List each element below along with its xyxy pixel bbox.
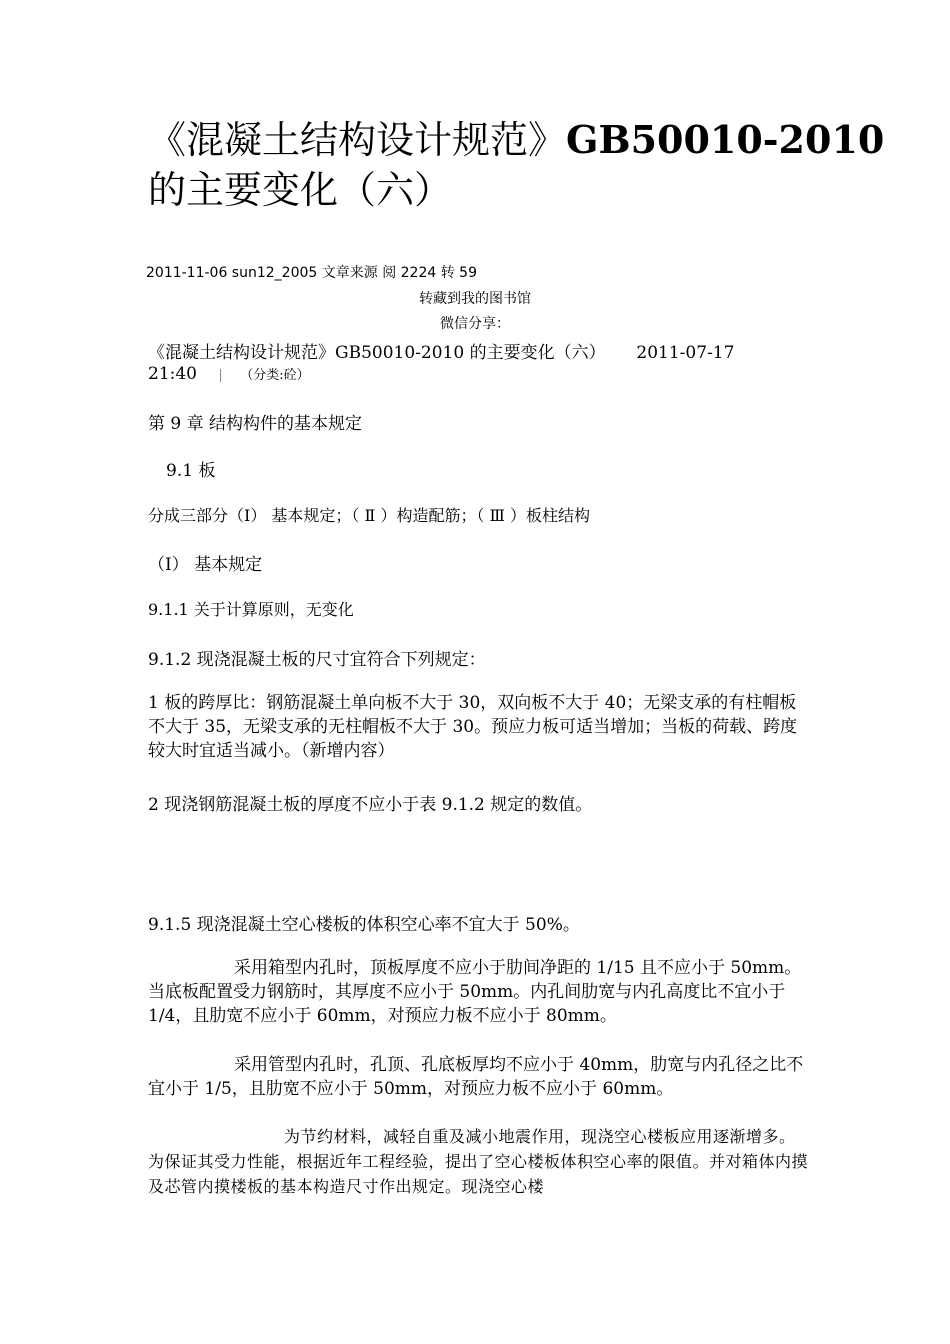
part1-heading: （I） 基本规定 xyxy=(148,555,263,575)
article-meta: 2011-11-06 sun12_2005 文章来源 阅 2224 转 59 xyxy=(146,265,477,281)
post-category[interactable]: （分类:砼） xyxy=(240,368,310,383)
post-time: 21:40 xyxy=(148,364,197,384)
clause-item-1: 1 板的跨厚比：钢筋混凝土单向板不大于 30，双向板不大于 40；无梁支承的有柱帽板不大于 35，无梁支承的无柱帽板不大于 30。预应力板可适当增加；当板的荷载、跨度较大时宜适当减小。（新增内容） xyxy=(148,693,798,761)
clause-item-2: 2 现浇钢筋混凝土板的厚度不应小于表 9.1.2 规定的数值。 xyxy=(148,795,593,815)
wechat-share-label[interactable]: 微信分享： xyxy=(440,316,510,332)
post-title-text: 《混凝土结构设计规范》GB50010-2010 的主要变化（六） xyxy=(148,343,606,363)
chapter-heading: 第 9 章 结构构件的基本规定 xyxy=(148,414,363,434)
page-title-line2: 的主要变化（六） xyxy=(148,168,453,212)
paragraph-explanation: 为节约材料，减轻自重及减小地震作用，现浇空心楼板应用逐渐增多。为保证其受力性能，根据近年工程经验，提出了空心楼板体积空心率的限值。并对箱体内摸及芯管内摸楼板的基本构造尺寸作出规定。现浇空心楼 xyxy=(148,1127,809,1196)
separator: | xyxy=(218,368,223,383)
title-code: GB50010-2010 xyxy=(566,117,885,162)
clause-9-1-1: 9.1.1 关于计算原则，无变化 xyxy=(148,600,354,619)
paragraph-box-void: 采用箱型内孔时，顶板厚度不应小于肋间净距的 1/15 且不应小于 50mm。当底板配置受力钢筋时，其厚度不应小于 50mm。内孔间肋宽与内孔高度比不宜小于 1/4，且肋宽不应小于 60mm，对预应力板不应小于 80mm。 xyxy=(148,958,802,1026)
page-title xyxy=(148,116,884,164)
parts-line: 分成三部分（Ⅰ） 基本规定；（ Ⅱ ）构造配筋；（ Ⅲ ）板柱结构 xyxy=(148,506,591,525)
post-title xyxy=(148,338,734,363)
clause-9-1-5: 9.1.5 现浇混凝土空心楼板的体积空心率不宜大于 50%。 xyxy=(148,915,580,935)
title-text: 《混凝土结构设计规范》 xyxy=(148,118,567,162)
paragraph-tube-void: 采用管型内孔时，孔顶、孔底板厚均不应小于 40mm，肋宽与内孔径之比不宜小于 1/5，且肋宽不应小于 50mm，对预应力板不应小于 60mm。 xyxy=(148,1055,804,1099)
section-heading: 9.1 板 xyxy=(166,461,216,481)
post-time-line xyxy=(148,364,310,384)
post-date: 2011-07-17 xyxy=(636,343,735,363)
save-to-library-link[interactable]: 转藏到我的图书馆 xyxy=(419,291,531,307)
clause-9-1-2: 9.1.2 现浇混凝土板的尺寸宜符合下列规定： xyxy=(148,650,486,670)
